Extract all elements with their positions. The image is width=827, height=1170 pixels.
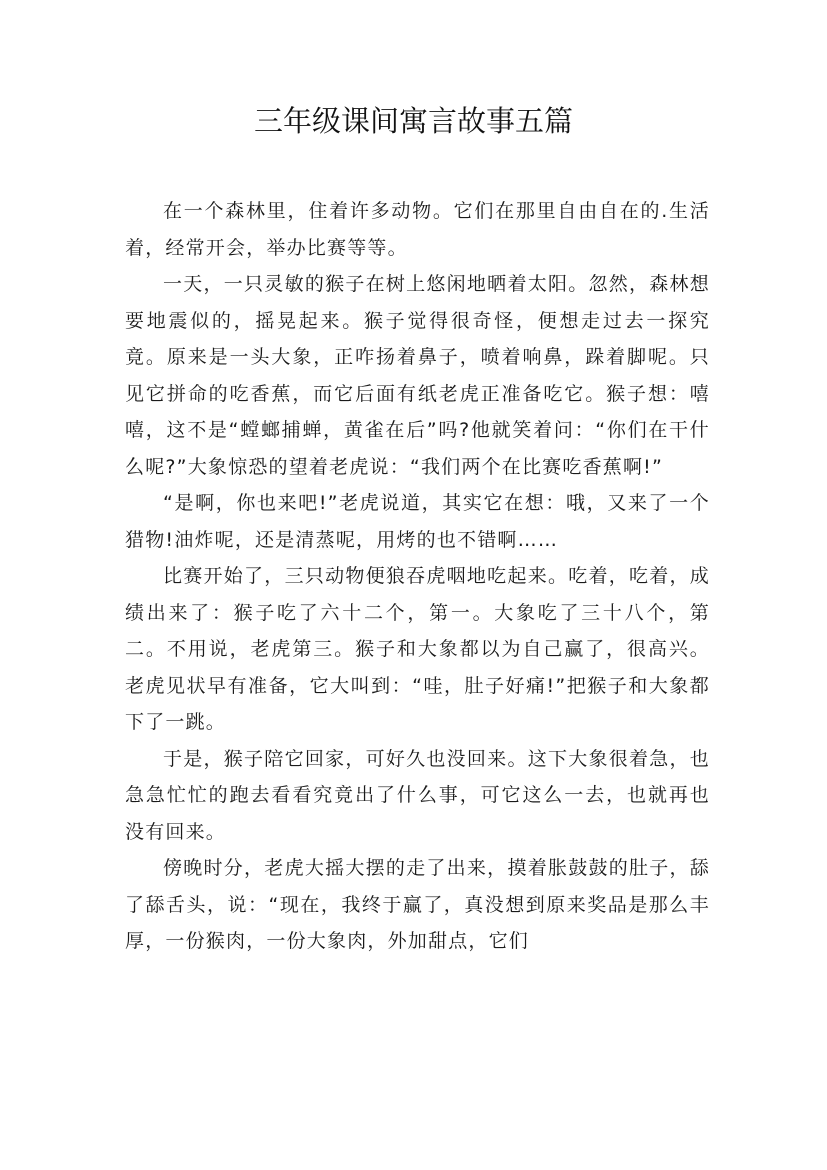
paragraph: “是啊，你也来吧!”老虎说道，其实它在想：哦，又来了一个猎物!油炸呢，还是清蒸呢，用烤的也不错啊…… (125, 492, 710, 551)
document-title: 三年级课间寓言故事五篇 (253, 104, 573, 138)
paragraph: 比赛开始了，三只动物便狼吞虎咽地吃起来。吃着，吃着，成绩出来了：猴子吃了六十二个，第一。大象吃了三十八个，第二。不用说，老虎第三。猴子和大象都以为自己赢了，很高兴。老虎见状早有准备，它大叫到：“哇，肚子好痛!”把猴子和大象都下了一跳。 (125, 565, 710, 733)
paragraph: 傍晚时分，老虎大摇大摆的走了出来，摸着胀鼓鼓的肚子，舔了舔舌头，说：“现在，我终于赢了，真没想到原来奖品是那么丰厚，一份猴肉，一份大象肉，外加甜点，它们 (125, 857, 710, 952)
paragraph: 于是，猴子陪它回家，可好久也没回来。这下大象很着急，也急急忙忙的跑去看看究竟出了什么事，可它这么一去，也就再也没有回来。 (125, 747, 710, 843)
document-body (125, 193, 710, 960)
paragraph: 在一个森林里，住着许多动物。它们在那里自由自在的.生活着，经常开会，举办比赛等等。 (125, 200, 710, 259)
paragraph: 一天，一只灵敏的猴子在树上悠闲地晒着太阳。忽然，森林想要地震似的，摇晃起来。猴子觉得很奇怪，便想走过去一探究竟。原来是一头大象，正咋扬着鼻子，喷着响鼻，跺着脚呢。只见它拼命的吃香蕉，而它后面有纸老虎正准备吃它。猴子想：嘻嘻，这不是“螳螂捕蝉，黄雀在后”吗?他就笑着问：“你们在干什么呢?”大象惊恐的望着老虎说：“我们两个在比赛吃香蕉啊!” (125, 273, 710, 478)
